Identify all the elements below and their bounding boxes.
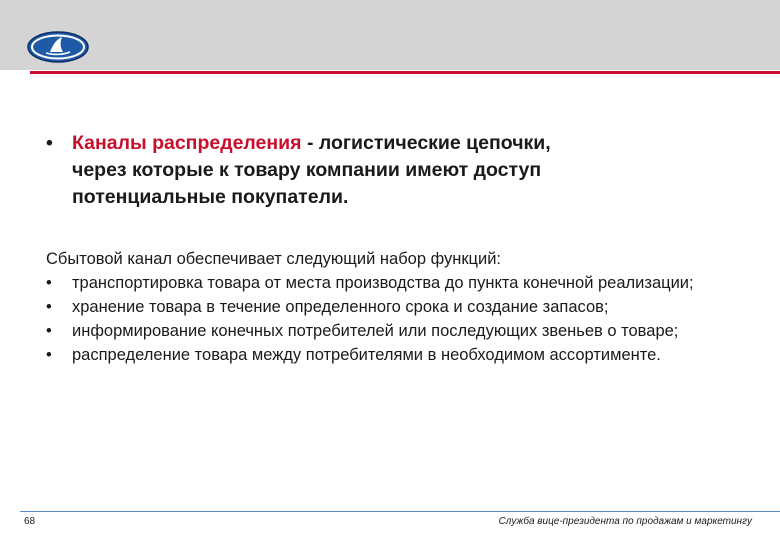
- header-accent-rule: [30, 71, 780, 74]
- header-band: [0, 0, 780, 70]
- list-item: [46, 319, 746, 343]
- list-item-text: транспортировка товара от места производства до пункта конечной реализации;: [72, 274, 694, 292]
- list-item-text: хранение товара в течение определенного срока и создание запасов;: [72, 298, 609, 316]
- list-item-text: информирование конечных потребителей или последующих звеньев о товаре;: [72, 322, 679, 340]
- list-bullet: •: [46, 274, 52, 292]
- functions-intro: Сбытовой канал обеспечивает следующий набор функций:: [46, 250, 502, 268]
- list-bullet: •: [46, 298, 52, 316]
- footer-rule: [20, 511, 780, 512]
- list-item: [46, 271, 746, 295]
- headline-rest: - логистические цепочки,: [301, 132, 551, 154]
- lada-boat-logo-icon: [26, 30, 90, 64]
- list-bullet: •: [46, 346, 52, 364]
- headline-line-2: через которые к товару компании имеют доступ: [72, 159, 542, 181]
- list-item: [46, 295, 746, 319]
- headline-bullet: •: [46, 132, 53, 154]
- footer-department: Служба вице-президента по продажам и маркетингу: [498, 516, 752, 527]
- headline-term: Каналы распределения: [72, 132, 302, 154]
- list-item: [46, 343, 746, 367]
- page-number: 68: [24, 516, 36, 527]
- functions-list: [46, 271, 746, 367]
- headline-line-3: потенциальные покупатели.: [72, 186, 349, 208]
- headline-definition: [46, 130, 736, 211]
- list-item-text: распределение товара между потребителями в необходимом ассортименте.: [72, 346, 661, 364]
- headline-line-1: [72, 130, 736, 157]
- list-bullet: •: [46, 322, 52, 340]
